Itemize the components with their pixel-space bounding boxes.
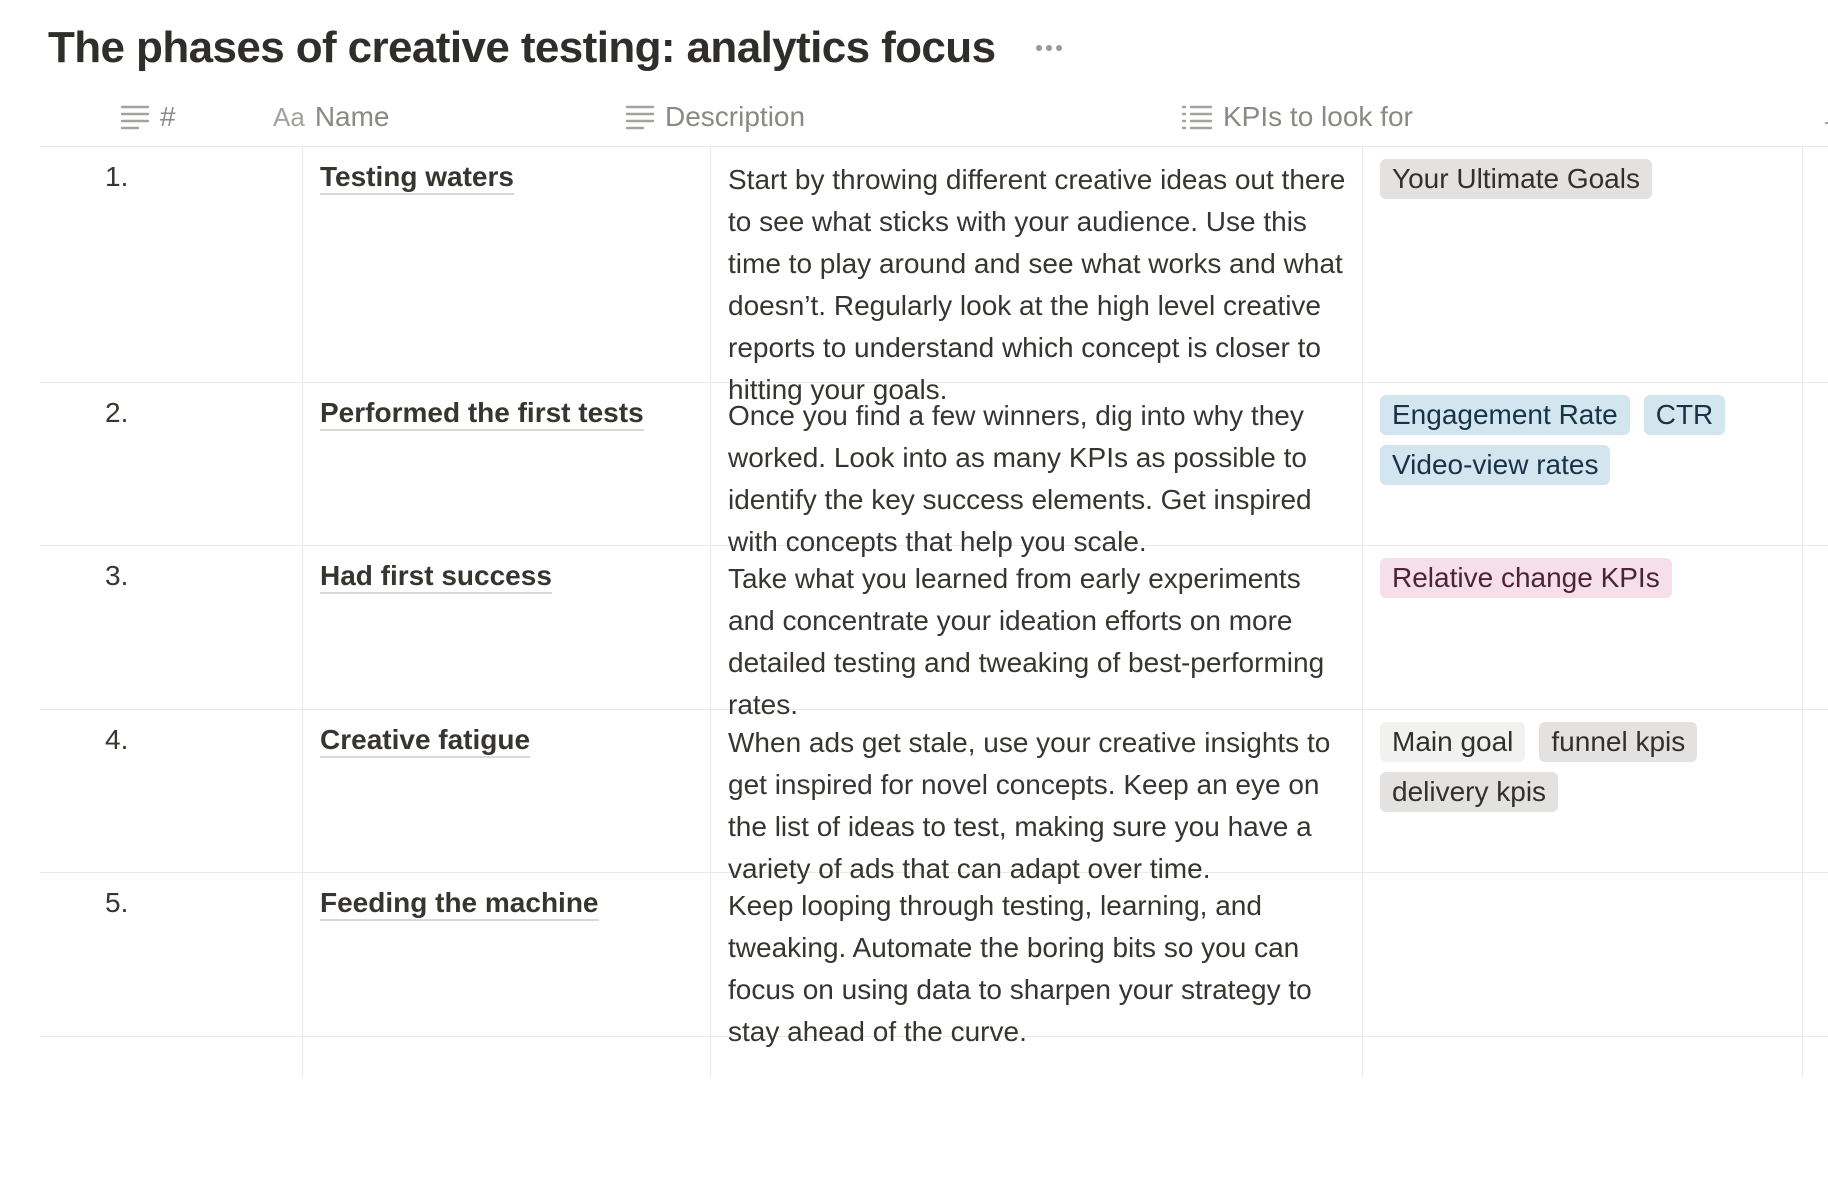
row-number: 4. [40,710,303,872]
row-number: 5. [40,873,303,1036]
column-header-label: Name [314,101,390,132]
row-number [40,1037,303,1077]
row-description[interactable]: Keep looping through testing, learning, and tweaking. Automate the boring bits so you can focus on using data to sharpen your strategy to stay ahead of the curve. [711,873,1363,1036]
table-row[interactable] [40,710,1828,884]
row-kpis[interactable] [1363,546,1803,709]
row-name-cell[interactable] [303,546,711,709]
text-lines-icon [120,104,150,130]
column-header-label: # [160,101,176,132]
column-header-number[interactable] [40,88,303,146]
row-name-link[interactable]: Testing waters [320,161,514,195]
row-number: 3. [40,546,303,709]
row-name-cell[interactable] [303,1037,711,1077]
row-name-link[interactable]: Feeding the machine [320,887,599,921]
column-header-name[interactable] [273,88,390,146]
more-options-button[interactable] [1029,28,1069,68]
row-name-cell[interactable] [303,710,711,872]
kpi-tag[interactable]: funnel kpis [1539,722,1697,762]
table-row[interactable] [40,383,1828,557]
title-row [48,18,1069,78]
table-row[interactable] [40,1037,1828,1077]
row-kpis[interactable] [1363,147,1803,382]
row-kpis[interactable] [1363,710,1803,872]
row-name-link[interactable]: Had first success [320,560,552,594]
table-row[interactable] [40,873,1828,1047]
row-name-link[interactable]: Creative fatigue [320,724,530,758]
kpi-tag[interactable]: CTR [1644,395,1726,435]
table-header [40,88,1828,147]
column-header-label: KPIs to look for [1223,101,1413,132]
row-extra-cell [1803,383,1828,545]
row-name-cell[interactable] [303,383,711,545]
row-name-cell[interactable] [303,873,711,1036]
kpi-tag[interactable]: Relative change KPIs [1380,558,1672,598]
database-table [40,88,1828,1077]
row-name-link[interactable]: Performed the first tests [320,397,644,431]
row-extra-cell [1803,873,1828,1036]
kpi-tag[interactable]: Main goal [1380,722,1525,762]
row-number: 1. [40,147,303,382]
row-extra-cell [1803,546,1828,709]
row-description[interactable]: Take what you learned from early experiments and concentrate your ideation efforts on more detailed testing and tweaking of best-performing rates. [711,546,1363,709]
row-extra-cell [1803,147,1828,382]
page-title[interactable]: The phases of creative testing: analytics focus [48,23,996,72]
row-number: 2. [40,383,303,545]
column-header-kpis[interactable] [1181,88,1413,146]
row-description[interactable]: Start by throwing different creative ideas out there to see what sticks with your audience. Use this time to play around and see what works and what doesn’t. Regularly look at the high level creative reports to understand which concept is closer to hitting your goals. [711,147,1363,382]
row-extra-cell [1803,710,1828,872]
column-header-label: Description [665,101,806,132]
kpi-tag[interactable]: Engagement Rate [1380,395,1630,435]
ellipsis-icon [1036,45,1062,51]
column-header-description[interactable] [625,88,805,146]
row-kpis[interactable] [1363,1037,1803,1077]
table-row[interactable] [40,546,1828,720]
row-description[interactable]: When ads get stale, use your creative insights to get inspired for novel concepts. Keep an eye on the list of ideas to test, making sure you have a variety of ads that can adapt over time. [711,710,1363,872]
title-aa-icon: Aa [273,101,305,132]
row-description[interactable] [711,1037,1363,1077]
row-description[interactable]: Once you find a few winners, dig into why they worked. Look into as many KPIs as possible to identify the key success elements. Get inspired with concepts that help you scale. [711,383,1363,545]
kpi-tag[interactable]: delivery kpis [1380,772,1558,812]
text-lines-icon [625,104,655,130]
table-row[interactable] [40,147,1828,405]
multi-select-list-icon [1181,104,1213,130]
row-name-cell[interactable] [303,147,711,382]
row-kpis[interactable] [1363,383,1803,545]
row-kpis[interactable] [1363,873,1803,1036]
row-extra-cell [1803,1037,1828,1077]
kpi-tag[interactable]: Video-view rates [1380,445,1610,485]
kpi-tag[interactable]: Your Ultimate Goals [1380,159,1652,199]
